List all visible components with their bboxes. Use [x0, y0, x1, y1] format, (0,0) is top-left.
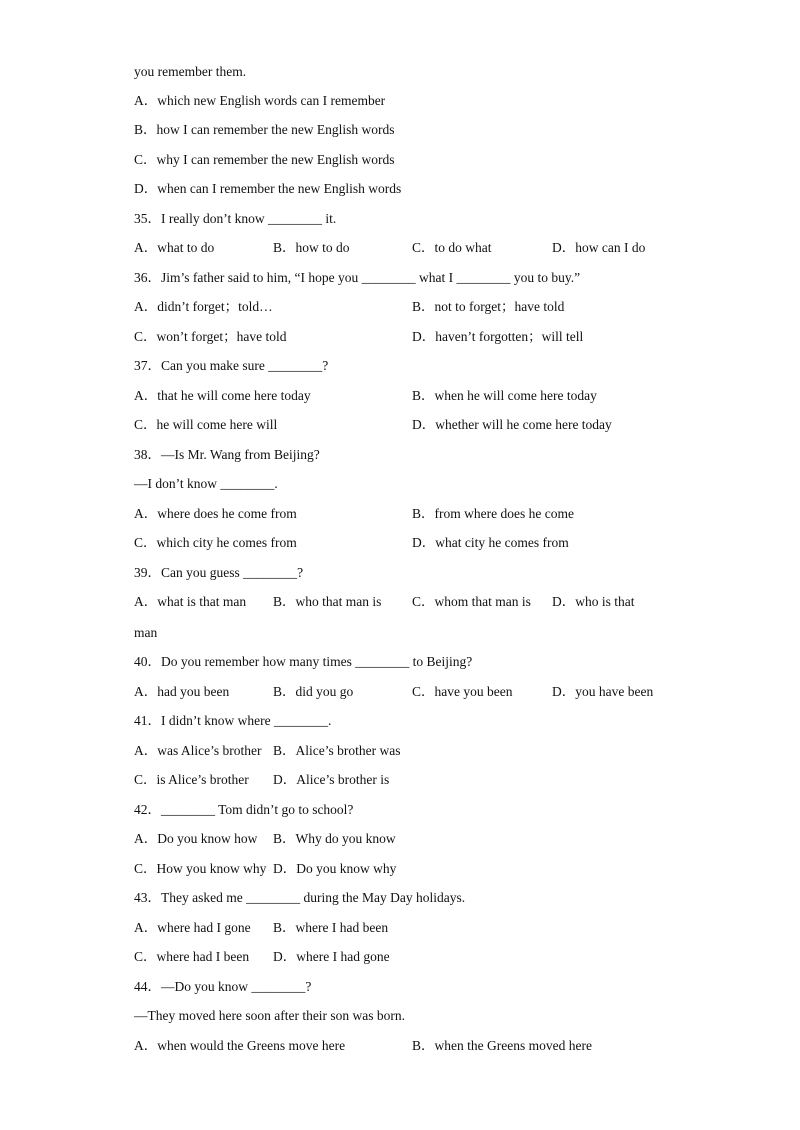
q40-option-d: D．you have been	[552, 684, 654, 699]
q42-option-c: C．How you know why	[134, 861, 267, 876]
q44-stem-reply: —They moved here soon after their son was born.	[134, 1008, 406, 1023]
q35-option-c: C．to do what	[412, 240, 492, 255]
q43-option-a: A．where had I gone	[134, 920, 251, 935]
q43-option-b: B．where I had been	[273, 920, 389, 935]
q42-option-d: D．Do you know why	[273, 861, 397, 876]
q40-stem: 40．Do you remember how many times ________ to Beijing?	[134, 654, 473, 669]
q41-option-d: D．Alice’s brother is	[273, 772, 390, 787]
q43-option-c: C．where had I been	[134, 949, 250, 964]
q37-stem: 37．Can you make sure ________?	[134, 358, 329, 373]
q39-option-d: D．who is that	[552, 594, 635, 609]
q42-option-b: B．Why do you know	[273, 831, 396, 846]
q35-option-a: A．what to do	[134, 240, 215, 255]
q43-stem: 43．They asked me ________ during the May Day holidays.	[134, 890, 466, 905]
intro-line: you remember them.	[134, 64, 247, 79]
q40-option-c: C．have you been	[412, 684, 513, 699]
q41-stem: 41．I didn’t know where ________.	[134, 713, 332, 728]
q35-option-b: B．how to do	[273, 240, 350, 255]
q41-option-a: A．was Alice’s brother	[134, 743, 262, 758]
q38-option-c: C．which city he comes from	[134, 535, 297, 550]
q38-stem: 38．—Is Mr. Wang from Beijing?	[134, 447, 320, 462]
q44-stem: 44．—Do you know ________?	[134, 979, 312, 994]
q39-option-c: C．whom that man is	[412, 594, 531, 609]
q40-option-a: A．had you been	[134, 684, 230, 699]
q39-option-d-wrap: man	[134, 625, 158, 640]
q36-option-a: A．didn’t forget；told…	[134, 299, 273, 314]
q39-option-a: A．what is that man	[134, 594, 247, 609]
q36-stem: 36．Jim’s father said to him, “I hope you ________ what I ________ you to buy.”	[134, 270, 581, 285]
q36-option-c: C．won’t forget；have told	[134, 329, 287, 344]
q39-stem: 39．Can you guess ________?	[134, 565, 304, 580]
q36-option-d: D．haven’t forgotten；will tell	[412, 329, 584, 344]
q34-option-a: A．which new English words can I remember	[134, 93, 386, 108]
q34-option-b: B．how I can remember the new English words	[134, 122, 395, 137]
q44-option-b: B．when the Greens moved here	[412, 1038, 592, 1053]
q42-option-a: A．Do you know how	[134, 831, 258, 846]
q40-option-b: B．did you go	[273, 684, 354, 699]
q37-option-a: A．that he will come here today	[134, 388, 311, 403]
q41-option-c: C．is Alice’s brother	[134, 772, 249, 787]
q39-option-b: B．who that man is	[273, 594, 382, 609]
q34-option-c: C．why I can remember the new English words	[134, 152, 395, 167]
q38-option-d: D．what city he comes from	[412, 535, 569, 550]
q37-option-c: C．he will come here will	[134, 417, 278, 432]
q43-option-d: D．where I had gone	[273, 949, 390, 964]
q37-option-b: B．when he will come here today	[412, 388, 597, 403]
q38-option-a: A．where does he come from	[134, 506, 297, 521]
q41-option-b: B．Alice’s brother was	[273, 743, 401, 758]
q34-option-d: D．when can I remember the new English words	[134, 181, 402, 196]
q38-stem-reply: —I don’t know ________.	[134, 476, 278, 491]
q35-stem: 35．I really don’t know ________ it.	[134, 211, 337, 226]
q44-option-a: A．when would the Greens move here	[134, 1038, 346, 1053]
q35-option-d: D．how can I do	[552, 240, 646, 255]
q42-stem: 42．________ Tom didn’t go to school?	[134, 802, 354, 817]
q38-option-b: B．from where does he come	[412, 506, 574, 521]
q37-option-d: D．whether will he come here today	[412, 417, 612, 432]
q36-option-b: B．not to forget；have told	[412, 299, 565, 314]
